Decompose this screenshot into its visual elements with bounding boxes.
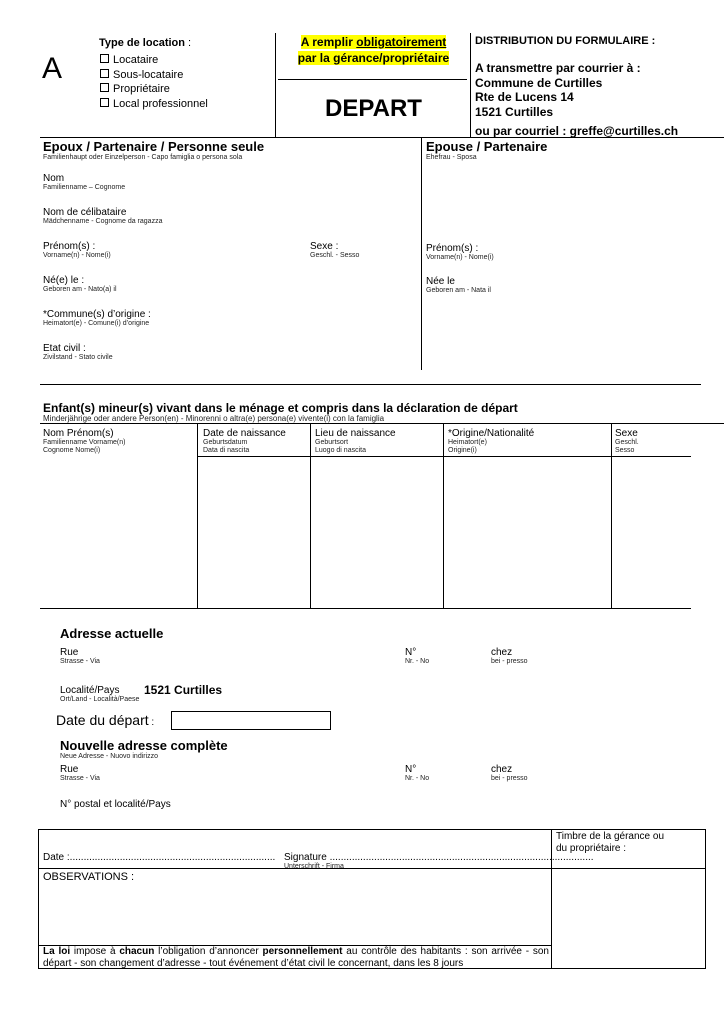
fill-instruction: A remplir obligatoirement par la gérance/propriétaire bbox=[297, 35, 450, 65]
new-address-heading: Nouvelle adresse complète Neue Adresse - Nuovo indirizzo bbox=[60, 738, 228, 760]
field-nom[interactable]: Nom Familienname – Cognome bbox=[43, 173, 126, 191]
location-type-title: Type de location : bbox=[99, 37, 192, 49]
children-col-sexe: Sexe Geschl. Sesso bbox=[615, 428, 639, 454]
current-chez-field[interactable]: chez bei - presso bbox=[491, 647, 528, 665]
field-prenom[interactable]: Prénom(s) : Vorname(n) - Nome(i) bbox=[43, 241, 111, 259]
children-col-date-naissance: Date de naissance Geburtsdatum Data di nascita bbox=[203, 428, 286, 454]
law-notice: La loi impose à chacun l’obligation d’annoncer personnellement au contrôle des habitants : son arrivée - son départ - son changement d’adresse - tout événement d’état civil le concernant, dans les 8 jours bbox=[43, 946, 549, 969]
location-type-options bbox=[100, 53, 208, 111]
field-commune-origine[interactable]: *Commune(s) d’origine : Heimatort(e) - Comune(i) d’origine bbox=[43, 309, 151, 327]
children-table-top bbox=[40, 423, 724, 424]
children-col-nom: Nom Prénom(s) Familienname Vorname(n) Cognome Nome(i) bbox=[43, 428, 126, 454]
spouse-right-heading: Epouse / Partenaire Ehefrau - Sposa bbox=[426, 139, 548, 161]
children-col-lieu-naissance: Lieu de naissance Geburtsort Luogo di nascita bbox=[315, 428, 396, 454]
departure-date-input[interactable] bbox=[171, 711, 331, 730]
header-mid-rule bbox=[278, 79, 467, 80]
children-col-origine: *Origine/Nationalité Heimatort(e) Origine(i) bbox=[448, 428, 535, 454]
checkbox-icon[interactable] bbox=[100, 54, 109, 63]
current-numero-field[interactable]: N° Nr. - No bbox=[405, 647, 430, 665]
current-address-heading: Adresse actuelle bbox=[60, 626, 164, 641]
field-epouse-prenom[interactable]: Prénom(s) : Vorname(n) - Nome(i) bbox=[426, 243, 494, 261]
new-chez-field[interactable]: chez bei - presso bbox=[491, 764, 528, 782]
email-line[interactable]: ou par courriel : greffe@curtilles.ch bbox=[475, 124, 679, 138]
observations-area[interactable] bbox=[40, 885, 550, 944]
spouse-left-heading: Epoux / Partenaire / Personne seule Familienhaupt oder Einzelperson - Capo famiglia o persona sola bbox=[43, 139, 265, 161]
children-table-body[interactable] bbox=[40, 457, 691, 608]
field-ne-le[interactable]: Né(e) le : Geboren am - Nato(a) il bbox=[43, 275, 117, 293]
footer-signature-field[interactable]: Signature ............................................................................................... Unterschrift - Firma bbox=[284, 852, 594, 870]
field-nom-celibataire[interactable]: Nom de célibataire Mädchenname - Cognome da ragazza bbox=[43, 207, 163, 225]
children-heading: Enfant(s) mineur(s) vivant dans le ménage et compris dans la déclaration de départ Minderjährige oder andere Person(en) - Minorenni o altra(e) persona(e) vivente(i) con la famiglia bbox=[43, 401, 518, 423]
current-rue-field[interactable]: Rue Strasse - Via bbox=[60, 647, 100, 665]
departure-date-label: Date du départ : bbox=[56, 712, 155, 728]
header-bottom-rule bbox=[40, 137, 724, 138]
mailing-address: A transmettre par courrier à : Commune de Curtilles Rte de Lucens 14 1521 Curtilles bbox=[475, 61, 641, 119]
option-sous-locataire[interactable]: Sous-locataire bbox=[100, 68, 208, 83]
field-etat-civil[interactable]: Etat civil : Zivilstand - Stato civile bbox=[43, 343, 113, 361]
field-epouse-nee-le[interactable]: Née le Geboren am - Nata il bbox=[426, 276, 491, 294]
location-type-label: Type de location bbox=[99, 37, 185, 49]
header-divider-left bbox=[275, 33, 276, 137]
checkbox-icon[interactable] bbox=[100, 69, 109, 78]
distribution-title: DISTRIBUTION DU FORMULAIRE : bbox=[475, 35, 656, 47]
option-local-professionnel[interactable]: Local professionnel bbox=[100, 97, 208, 112]
form-letter: A bbox=[42, 52, 63, 85]
children-table-bottom bbox=[40, 608, 691, 609]
checkbox-icon[interactable] bbox=[100, 98, 109, 107]
option-locataire[interactable]: Locataire bbox=[100, 53, 208, 68]
current-localite-field[interactable]: Localité/Pays Ort/Land - Località/Paese bbox=[60, 685, 140, 703]
form-title-depart: DEPART bbox=[325, 95, 422, 122]
observations-label: OBSERVATIONS : bbox=[43, 871, 135, 883]
new-postal-field[interactable]: N° postal et localité/Pays bbox=[60, 799, 171, 810]
stamp-area[interactable] bbox=[553, 870, 705, 968]
checkbox-icon[interactable] bbox=[100, 83, 109, 92]
new-numero-field[interactable]: N° Nr. - No bbox=[405, 764, 430, 782]
stamp-label: Timbre de la gérance ou du propriétaire : bbox=[556, 831, 665, 854]
option-proprietaire[interactable]: Propriétaire bbox=[100, 82, 208, 97]
spouse-divider bbox=[421, 138, 422, 370]
header-divider-right bbox=[470, 33, 471, 137]
new-rue-field[interactable]: Rue Strasse - Via bbox=[60, 764, 100, 782]
field-sexe[interactable]: Sexe : Geschl. - Sesso bbox=[310, 241, 360, 259]
section-rule-spouse bbox=[40, 384, 701, 385]
footer-divider bbox=[551, 829, 552, 969]
current-localite-value: 1521 Curtilles bbox=[144, 683, 223, 697]
footer-date-field[interactable]: Date :.......................................................................... bbox=[43, 852, 276, 863]
